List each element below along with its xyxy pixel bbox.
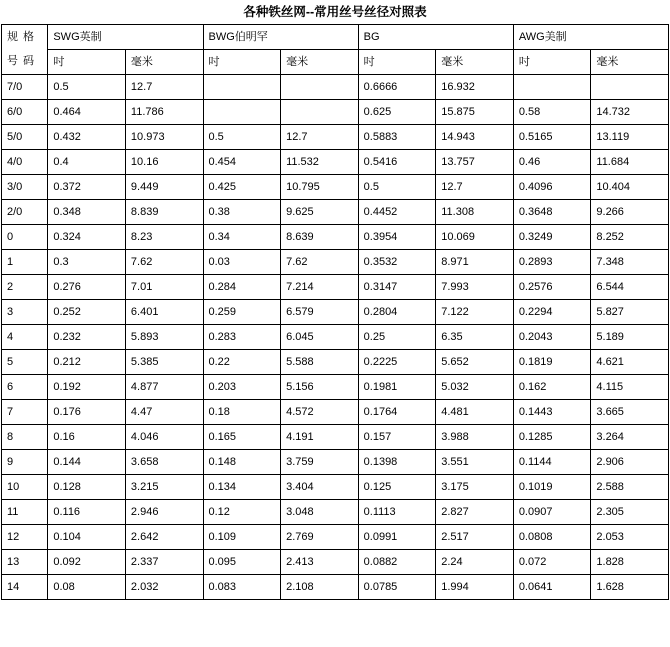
cell-value: 3.759 [281,449,359,474]
cell-value: 16.932 [436,74,514,99]
cell-value: 0.454 [203,149,281,174]
cell-value: 3.658 [125,449,203,474]
cell-value: 9.449 [125,174,203,199]
group-header-awg: AWG美制 [513,24,668,49]
cell-value: 0.095 [203,549,281,574]
cell-value: 5.385 [125,349,203,374]
table-row [2,374,669,399]
cell-spec: 8 [2,424,48,449]
cell-value: 0.5883 [358,124,436,149]
cell-value: 3.404 [281,474,359,499]
cell-value: 7.62 [125,249,203,274]
cell-spec: 6/0 [2,99,48,124]
cell-spec: 14 [2,574,48,599]
cell-value: 3.551 [436,449,514,474]
cell-spec: 3/0 [2,174,48,199]
cell-value: 0.125 [358,474,436,499]
cell-value: 0.348 [48,199,126,224]
table-head [2,24,669,74]
cell-spec: 7/0 [2,74,48,99]
cell-value: 0.0991 [358,524,436,549]
cell-value: 0.1443 [513,399,591,424]
cell-value: 0.134 [203,474,281,499]
cell-value: 5.032 [436,374,514,399]
cell-value: 0.148 [203,449,281,474]
cell-value: 0.03 [203,249,281,274]
table-row [2,324,669,349]
cell-value: 7.214 [281,274,359,299]
cell-value: 0.2043 [513,324,591,349]
table-row [2,224,669,249]
cell-value: 0.212 [48,349,126,374]
cell-value: 0.5 [203,124,281,149]
cell-spec: 1 [2,249,48,274]
table-row [2,499,669,524]
cell-value: 0.0882 [358,549,436,574]
cell-value: 4.191 [281,424,359,449]
unit-header-bg-inch: 吋 [358,49,436,74]
cell-value: 0.18 [203,399,281,424]
table-row [2,349,669,374]
cell-value: 0.203 [203,374,281,399]
cell-value: 0.1398 [358,449,436,474]
table-body [2,74,669,599]
cell-value: 1.828 [591,549,669,574]
cell-value: 0.2294 [513,299,591,324]
cell-spec: 5/0 [2,124,48,149]
cell-value: 12.7 [125,74,203,99]
cell-spec: 4 [2,324,48,349]
cell-value: 0.3648 [513,199,591,224]
unit-header-swg-mm: 毫米 [125,49,203,74]
cell-value: 0.5 [48,74,126,99]
table-row [2,174,669,199]
table-row [2,574,669,599]
cell-value: 0.128 [48,474,126,499]
cell-value: 14.943 [436,124,514,149]
cell-value: 3.665 [591,399,669,424]
cell-value: 0.5165 [513,124,591,149]
cell-value: 2.305 [591,499,669,524]
cell-value: 0.25 [358,324,436,349]
cell-value: 11.308 [436,199,514,224]
table-row [2,274,669,299]
table-row [2,424,669,449]
spec-header-cell [2,24,48,74]
cell-value: 0.4452 [358,199,436,224]
spec-header-line-2: 号 码 [7,55,36,67]
page-title: 各种铁丝网--常用丝号丝径对照表 [243,5,427,19]
cell-value: 3.264 [591,424,669,449]
cell-value: 0.425 [203,174,281,199]
cell-value: 2.906 [591,449,669,474]
cell-value: 8.23 [125,224,203,249]
cell-spec: 3 [2,299,48,324]
cell-value: 0.165 [203,424,281,449]
cell-value: 0.1144 [513,449,591,474]
table-header-row-groups [2,24,669,49]
group-header-bg: BG [358,24,513,49]
cell-spec: 12 [2,524,48,549]
cell-value: 0.192 [48,374,126,399]
cell-value: 1.994 [436,574,514,599]
cell-spec: 10 [2,474,48,499]
cell-value: 13.757 [436,149,514,174]
cell-value: 0.176 [48,399,126,424]
cell-value: 0.625 [358,99,436,124]
cell-value: 12.7 [436,174,514,199]
cell-value: 9.266 [591,199,669,224]
cell-value: 3.215 [125,474,203,499]
cell-value: 0.232 [48,324,126,349]
cell-value: 5.827 [591,299,669,324]
cell-value: 11.532 [281,149,359,174]
spec-header-line-1: 规 格 [7,31,36,43]
unit-header-bwg-inch: 吋 [203,49,281,74]
table-row [2,74,669,99]
cell-value: 0.34 [203,224,281,249]
cell-value: 2.946 [125,499,203,524]
cell-value: 4.47 [125,399,203,424]
cell-value: 0.324 [48,224,126,249]
cell-value: 13.119 [591,124,669,149]
cell-value [203,99,281,124]
cell-value: 9.625 [281,199,359,224]
cell-value: 5.893 [125,324,203,349]
cell-value: 10.16 [125,149,203,174]
cell-value: 11.684 [591,149,669,174]
cell-value: 2.642 [125,524,203,549]
cell-value: 3.988 [436,424,514,449]
cell-value: 0.22 [203,349,281,374]
cell-spec: 11 [2,499,48,524]
cell-value: 4.621 [591,349,669,374]
table-header-row-units [2,49,669,74]
cell-value: 11.786 [125,99,203,124]
table-row [2,149,669,174]
cell-value: 0.38 [203,199,281,224]
cell-value: 0.372 [48,174,126,199]
cell-value: 0.16 [48,424,126,449]
cell-value: 0.46 [513,149,591,174]
cell-spec: 5 [2,349,48,374]
cell-spec: 13 [2,549,48,574]
cell-value: 0.4096 [513,174,591,199]
cell-value: 14.732 [591,99,669,124]
cell-value: 0.2576 [513,274,591,299]
table-row [2,449,669,474]
cell-value: 8.839 [125,199,203,224]
cell-value: 6.579 [281,299,359,324]
table-row [2,399,669,424]
table-row [2,124,669,149]
unit-header-awg-mm: 毫米 [591,49,669,74]
cell-value: 0.259 [203,299,281,324]
cell-value: 12.7 [281,124,359,149]
cell-value: 15.875 [436,99,514,124]
cell-value [281,99,359,124]
cell-value: 0.58 [513,99,591,124]
cell-value [513,74,591,99]
cell-value: 7.62 [281,249,359,274]
cell-value: 1.628 [591,574,669,599]
cell-value: 0.1285 [513,424,591,449]
wire-gauge-table [1,24,669,600]
cell-value: 0.162 [513,374,591,399]
cell-value: 10.973 [125,124,203,149]
unit-header-bg-mm: 毫米 [436,49,514,74]
cell-value: 0.144 [48,449,126,474]
cell-value: 10.069 [436,224,514,249]
cell-value: 2.769 [281,524,359,549]
cell-value: 5.588 [281,349,359,374]
cell-value: 0.5 [358,174,436,199]
cell-value: 7.348 [591,249,669,274]
cell-value: 2.24 [436,549,514,574]
cell-value [281,74,359,99]
cell-value: 2.827 [436,499,514,524]
cell-value: 2.588 [591,474,669,499]
cell-value: 0.109 [203,524,281,549]
cell-value: 4.046 [125,424,203,449]
cell-value: 2.032 [125,574,203,599]
cell-value: 4.572 [281,399,359,424]
cell-value: 0.0808 [513,524,591,549]
cell-spec: 6 [2,374,48,399]
cell-value: 0.157 [358,424,436,449]
cell-value: 6.045 [281,324,359,349]
cell-value: 0.283 [203,324,281,349]
cell-value: 4.481 [436,399,514,424]
cell-value: 2.413 [281,549,359,574]
cell-value: 0.5416 [358,149,436,174]
cell-value: 4.877 [125,374,203,399]
cell-value [591,74,669,99]
cell-spec: 9 [2,449,48,474]
cell-value: 6.401 [125,299,203,324]
unit-header-bwg-mm: 毫米 [281,49,359,74]
cell-value: 8.252 [591,224,669,249]
table-row [2,549,669,574]
cell-spec: 4/0 [2,149,48,174]
cell-spec: 2 [2,274,48,299]
cell-value: 0.3 [48,249,126,274]
cell-value: 0.3249 [513,224,591,249]
cell-value: 0.0907 [513,499,591,524]
table-row [2,299,669,324]
cell-value: 0.12 [203,499,281,524]
cell-value: 2.517 [436,524,514,549]
cell-value: 6.544 [591,274,669,299]
cell-value: 0.08 [48,574,126,599]
cell-value [203,74,281,99]
cell-value: 0.0785 [358,574,436,599]
cell-value: 3.175 [436,474,514,499]
cell-value: 0.1764 [358,399,436,424]
table-row [2,199,669,224]
cell-value: 8.639 [281,224,359,249]
cell-value: 2.108 [281,574,359,599]
cell-value: 0.1819 [513,349,591,374]
cell-value: 0.092 [48,549,126,574]
cell-value: 7.122 [436,299,514,324]
cell-value: 0.1113 [358,499,436,524]
cell-value: 0.1019 [513,474,591,499]
cell-value: 0.2225 [358,349,436,374]
cell-value: 0.1981 [358,374,436,399]
cell-value: 0.3147 [358,274,436,299]
group-header-bwg: BWG伯明罕 [203,24,358,49]
cell-value: 0.6666 [358,74,436,99]
table-row [2,99,669,124]
cell-value: 0.104 [48,524,126,549]
cell-spec: 2/0 [2,199,48,224]
cell-value: 0.284 [203,274,281,299]
cell-value: 6.35 [436,324,514,349]
table-row [2,524,669,549]
cell-value: 5.189 [591,324,669,349]
table-row [2,249,669,274]
cell-value: 0.4 [48,149,126,174]
cell-value: 7.993 [436,274,514,299]
cell-value: 5.156 [281,374,359,399]
cell-value: 2.053 [591,524,669,549]
cell-value: 0.072 [513,549,591,574]
cell-value: 0.083 [203,574,281,599]
cell-value: 0.3954 [358,224,436,249]
group-header-swg: SWG英制 [48,24,203,49]
cell-value: 7.01 [125,274,203,299]
cell-value: 0.464 [48,99,126,124]
cell-value: 5.652 [436,349,514,374]
cell-value: 0.276 [48,274,126,299]
cell-value: 0.252 [48,299,126,324]
cell-value: 10.795 [281,174,359,199]
cell-value: 0.2893 [513,249,591,274]
cell-value: 8.971 [436,249,514,274]
cell-value: 0.432 [48,124,126,149]
unit-header-swg-inch: 吋 [48,49,126,74]
unit-header-awg-inch: 吋 [513,49,591,74]
cell-value: 2.337 [125,549,203,574]
cell-value: 4.115 [591,374,669,399]
cell-value: 0.2804 [358,299,436,324]
table-row [2,474,669,499]
cell-value: 0.116 [48,499,126,524]
cell-value: 0.3532 [358,249,436,274]
cell-value: 10.404 [591,174,669,199]
cell-spec: 7 [2,399,48,424]
cell-spec: 0 [2,224,48,249]
cell-value: 0.0641 [513,574,591,599]
cell-value: 3.048 [281,499,359,524]
